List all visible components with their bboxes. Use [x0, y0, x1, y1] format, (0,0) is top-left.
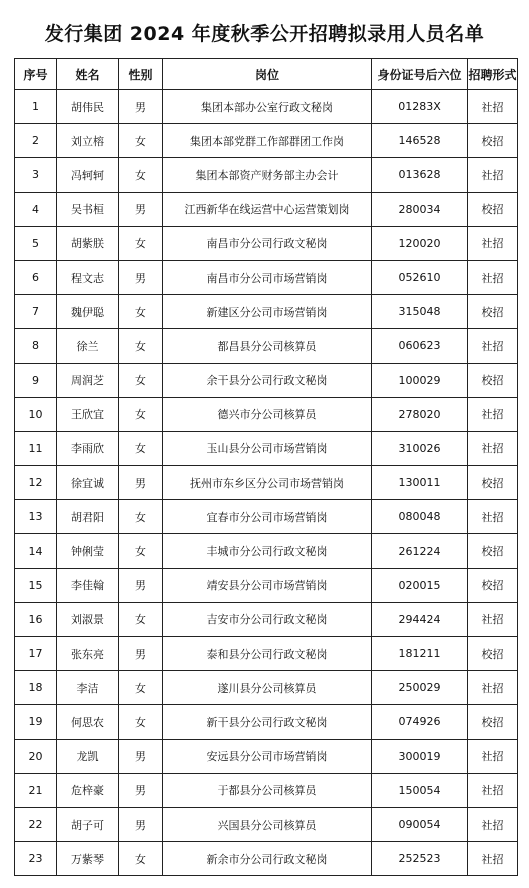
cell-gender: 男	[119, 90, 163, 124]
cell-recruit-type: 社招	[468, 842, 518, 876]
cell-post: 江西新华在线运营中心运营策划岗	[163, 192, 372, 226]
table-row	[15, 671, 518, 705]
cell-id-suffix: 020015	[372, 568, 468, 602]
table-row	[15, 534, 518, 568]
cell-name: 冯轲轲	[57, 158, 119, 192]
cell-name: 李佳翰	[57, 568, 119, 602]
cell-gender: 女	[119, 842, 163, 876]
cell-recruit-type: 社招	[468, 739, 518, 773]
table-row	[15, 568, 518, 602]
cell-no: 21	[15, 773, 57, 807]
cell-no: 5	[15, 226, 57, 260]
cell-gender: 男	[119, 637, 163, 671]
cell-id-suffix: 120020	[372, 226, 468, 260]
cell-no: 16	[15, 602, 57, 636]
cell-name: 周润芝	[57, 363, 119, 397]
cell-name: 胡紫朕	[57, 226, 119, 260]
table-row	[15, 739, 518, 773]
cell-no: 12	[15, 466, 57, 500]
column-header-no: 序号	[15, 59, 57, 90]
cell-name: 吴书桓	[57, 192, 119, 226]
cell-id-suffix: 074926	[372, 705, 468, 739]
cell-gender: 男	[119, 568, 163, 602]
cell-post: 新建区分公司市场营销岗	[163, 295, 372, 329]
cell-post: 丰城市分公司行政文秘岗	[163, 534, 372, 568]
cell-no: 9	[15, 363, 57, 397]
cell-post: 集团本部办公室行政文秘岗	[163, 90, 372, 124]
cell-post: 集团本部资产财务部主办会计	[163, 158, 372, 192]
cell-post: 南昌市分公司行政文秘岗	[163, 226, 372, 260]
cell-recruit-type: 社招	[468, 602, 518, 636]
table-row	[15, 158, 518, 192]
cell-gender: 女	[119, 671, 163, 705]
cell-id-suffix: 261224	[372, 534, 468, 568]
cell-name: 钟俐莹	[57, 534, 119, 568]
cell-post: 吉安市分公司行政文秘岗	[163, 602, 372, 636]
cell-no: 18	[15, 671, 57, 705]
cell-recruit-type: 校招	[468, 637, 518, 671]
cell-post: 于都县分公司核算员	[163, 773, 372, 807]
document-title: 发行集团 2024 年度秋季公开招聘拟录用人员名单	[44, 23, 485, 45]
cell-recruit-type: 社招	[468, 260, 518, 294]
cell-recruit-type: 社招	[468, 773, 518, 807]
cell-no: 14	[15, 534, 57, 568]
cell-post: 集团本部党群工作部群团工作岗	[163, 124, 372, 158]
table-body	[15, 90, 518, 876]
cell-name: 刘立榕	[57, 124, 119, 158]
cell-no: 1	[15, 90, 57, 124]
cell-gender: 女	[119, 397, 163, 431]
cell-id-suffix: 150054	[372, 773, 468, 807]
cell-recruit-type: 社招	[468, 226, 518, 260]
cell-no: 19	[15, 705, 57, 739]
cell-gender: 男	[119, 260, 163, 294]
cell-recruit-type: 校招	[468, 705, 518, 739]
cell-name: 王欣宜	[57, 397, 119, 431]
cell-id-suffix: 315048	[372, 295, 468, 329]
cell-id-suffix: 252523	[372, 842, 468, 876]
table-row	[15, 842, 518, 876]
cell-no: 6	[15, 260, 57, 294]
cell-gender: 女	[119, 363, 163, 397]
cell-gender: 女	[119, 705, 163, 739]
cell-recruit-type: 社招	[468, 671, 518, 705]
cell-name: 何思农	[57, 705, 119, 739]
column-header-name: 姓名	[57, 59, 119, 90]
cell-recruit-type: 社招	[468, 158, 518, 192]
cell-no: 20	[15, 739, 57, 773]
cell-post: 宜春市分公司市场营销岗	[163, 500, 372, 534]
cell-id-suffix: 013628	[372, 158, 468, 192]
cell-gender: 女	[119, 534, 163, 568]
cell-gender: 女	[119, 158, 163, 192]
table-row	[15, 226, 518, 260]
cell-no: 2	[15, 124, 57, 158]
cell-id-suffix: 146528	[372, 124, 468, 158]
table-row	[15, 807, 518, 841]
cell-post: 新干县分公司行政文秘岗	[163, 705, 372, 739]
cell-name: 胡伟民	[57, 90, 119, 124]
table-header-row	[15, 59, 518, 90]
column-header-gender: 性别	[119, 59, 163, 90]
cell-recruit-type: 社招	[468, 500, 518, 534]
cell-recruit-type: 校招	[468, 192, 518, 226]
cell-recruit-type: 社招	[468, 397, 518, 431]
cell-id-suffix: 130011	[372, 466, 468, 500]
cell-post: 安远县分公司市场营销岗	[163, 739, 372, 773]
cell-no: 8	[15, 329, 57, 363]
cell-post: 玉山县分公司市场营销岗	[163, 431, 372, 465]
cell-id-suffix: 310026	[372, 431, 468, 465]
cell-gender: 女	[119, 500, 163, 534]
cell-name: 胡子可	[57, 807, 119, 841]
cell-name: 魏伊聪	[57, 295, 119, 329]
table-row	[15, 705, 518, 739]
cell-recruit-type: 校招	[468, 363, 518, 397]
cell-gender: 女	[119, 226, 163, 260]
table-row	[15, 192, 518, 226]
cell-id-suffix: 080048	[372, 500, 468, 534]
cell-no: 7	[15, 295, 57, 329]
cell-name: 龙凯	[57, 739, 119, 773]
cell-gender: 女	[119, 602, 163, 636]
cell-name: 徐兰	[57, 329, 119, 363]
cell-name: 万紫琴	[57, 842, 119, 876]
column-header-post: 岗位	[163, 59, 372, 90]
cell-id-suffix: 052610	[372, 260, 468, 294]
cell-gender: 男	[119, 807, 163, 841]
cell-post: 抚州市东乡区分公司市场营销岗	[163, 466, 372, 500]
cell-post: 余干县分公司行政文秘岗	[163, 363, 372, 397]
cell-recruit-type: 社招	[468, 807, 518, 841]
cell-recruit-type: 校招	[468, 124, 518, 158]
cell-gender: 女	[119, 295, 163, 329]
cell-id-suffix: 181211	[372, 637, 468, 671]
cell-recruit-type: 校招	[468, 568, 518, 602]
cell-no: 13	[15, 500, 57, 534]
cell-no: 3	[15, 158, 57, 192]
cell-post: 兴国县分公司核算员	[163, 807, 372, 841]
cell-recruit-type: 社招	[468, 329, 518, 363]
cell-no: 17	[15, 637, 57, 671]
cell-gender: 男	[119, 773, 163, 807]
cell-recruit-type: 校招	[468, 534, 518, 568]
cell-id-suffix: 060623	[372, 329, 468, 363]
cell-name: 刘淑景	[57, 602, 119, 636]
cell-post: 遂川县分公司核算员	[163, 671, 372, 705]
cell-recruit-type: 校招	[468, 295, 518, 329]
cell-post: 德兴市分公司核算员	[163, 397, 372, 431]
table-row	[15, 431, 518, 465]
cell-post: 新余市分公司行政文秘岗	[163, 842, 372, 876]
cell-no: 23	[15, 842, 57, 876]
cell-name: 李洁	[57, 671, 119, 705]
cell-no: 10	[15, 397, 57, 431]
table-row	[15, 363, 518, 397]
cell-gender: 男	[119, 466, 163, 500]
cell-id-suffix: 280034	[372, 192, 468, 226]
cell-id-suffix: 01283X	[372, 90, 468, 124]
table-row	[15, 397, 518, 431]
cell-no: 22	[15, 807, 57, 841]
cell-id-suffix: 278020	[372, 397, 468, 431]
table-row	[15, 124, 518, 158]
table-row	[15, 90, 518, 124]
cell-name: 李雨欣	[57, 431, 119, 465]
cell-no: 11	[15, 431, 57, 465]
cell-name: 张东亮	[57, 637, 119, 671]
cell-no: 15	[15, 568, 57, 602]
cell-no: 4	[15, 192, 57, 226]
cell-gender: 女	[119, 329, 163, 363]
table-row	[15, 500, 518, 534]
cell-recruit-type: 校招	[468, 466, 518, 500]
hiring-roster-table	[14, 58, 518, 876]
cell-id-suffix: 250029	[372, 671, 468, 705]
cell-id-suffix: 100029	[372, 363, 468, 397]
cell-post: 泰和县分公司行政文秘岗	[163, 637, 372, 671]
table-row	[15, 637, 518, 671]
cell-gender: 女	[119, 124, 163, 158]
column-header-recruit-type: 招聘形式	[468, 59, 518, 90]
table-row	[15, 295, 518, 329]
table-row	[15, 602, 518, 636]
table-row	[15, 329, 518, 363]
column-header-id-suffix: 身份证号后六位	[372, 59, 468, 90]
cell-gender: 男	[119, 192, 163, 226]
cell-recruit-type: 社招	[468, 431, 518, 465]
cell-id-suffix: 090054	[372, 807, 468, 841]
cell-recruit-type: 社招	[468, 90, 518, 124]
cell-post: 靖安县分公司市场营销岗	[163, 568, 372, 602]
table-row	[15, 466, 518, 500]
cell-name: 徐宜诚	[57, 466, 119, 500]
cell-gender: 女	[119, 431, 163, 465]
cell-post: 南昌市分公司市场营销岗	[163, 260, 372, 294]
cell-name: 危梓豪	[57, 773, 119, 807]
cell-name: 程文志	[57, 260, 119, 294]
table-row	[15, 773, 518, 807]
cell-post: 都昌县分公司核算员	[163, 329, 372, 363]
cell-name: 胡君阳	[57, 500, 119, 534]
cell-id-suffix: 300019	[372, 739, 468, 773]
cell-id-suffix: 294424	[372, 602, 468, 636]
cell-gender: 男	[119, 739, 163, 773]
table-row	[15, 260, 518, 294]
